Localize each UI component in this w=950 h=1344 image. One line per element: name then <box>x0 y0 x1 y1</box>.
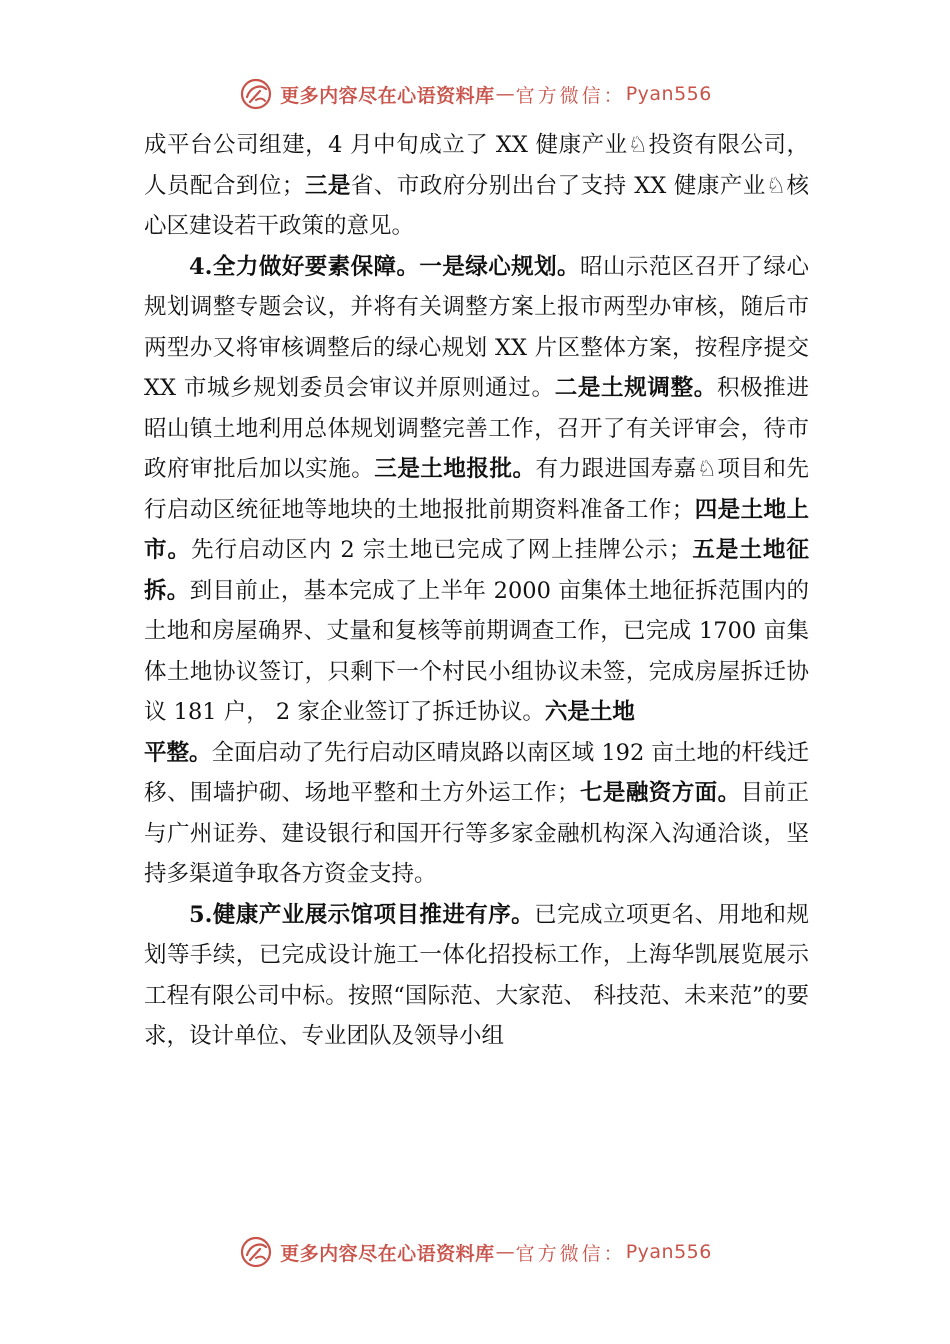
bold-run: 5.健康产业展示馆项目推进有序。 <box>189 901 535 928</box>
paragraph <box>144 125 809 247</box>
text-run: 到目前止，基本完成了上半年 2000 亩集体土地征拆范围内的土地和房屋确界、丈量和复核等前期调查工作，已完成 1700 亩集体土地协议签订，只剩下一个村民小组协议未签，完成房屋拆迁协议 181 户， 2 家企业签订了拆迁协议。 <box>144 577 809 725</box>
banner-brand: 更多内容尽在心语资料库 <box>280 1242 495 1265</box>
paragraph <box>144 895 809 1057</box>
paragraph <box>144 733 809 895</box>
banner-wechat-id: Pyan556 <box>625 83 712 105</box>
text-run: 昭山示范区召开了绿心规划调整专题会议，并将有关调整方案上报市两型办审核，随后市两型办又将审核调整后的绿心规划 XX 片区整体方案，按程序提交 XX 市城乡规划委员会审议并原则通过。 <box>144 253 809 401</box>
bold-run: 三是 <box>304 172 351 199</box>
banner-wechat-id: Pyan556 <box>625 1241 712 1263</box>
banner-separator: — <box>495 1241 515 1263</box>
header-watermark <box>0 74 950 114</box>
bold-run: 七是融资方面。 <box>579 780 741 806</box>
text-run: 全面启动了先行启动区晴岚路以南区域 192 亩土地的杆线迁移、围墙护砌、场地平整和土方外运工作； <box>144 739 809 806</box>
banner-label: 官方微信： <box>515 84 626 107</box>
bold-run: 四是土地上市。 <box>144 496 809 563</box>
text-run: 积极推进昭山镇土地利用总体规划调整完善工作，召开了有关评审会，待市政府审批后加以实施。 <box>144 375 809 482</box>
bold-run: 4.全力做好要素保障。一是绿心规划。 <box>189 253 580 280</box>
logo-icon <box>238 1234 274 1270</box>
bold-run: 平整。 <box>144 739 212 766</box>
banner-brand: 更多内容尽在心语资料库 <box>280 84 495 107</box>
banner-separator: — <box>495 83 515 105</box>
text-run: 有力跟进国寿嘉♘项目和先行启动区统征地等地块的土地报批前期资料准备工作； <box>144 456 809 523</box>
text-run: 目前正与广州证券、建设银行和国开行等多家金融机构深入沟通洽谈，坚持多渠道争取各方资金支持。 <box>144 780 809 887</box>
text-run: 省、市政府分别出台了支持 XX 健康产业♘核心区建设若干政策的意见。 <box>144 172 809 239</box>
logo-icon <box>238 76 274 112</box>
banner-label: 官方微信： <box>515 1242 626 1265</box>
text-run: 先行启动区内 2 宗土地已完成了网上挂牌公示； <box>191 537 692 563</box>
bold-run: 六是土地 <box>544 699 635 725</box>
text-run: 成平台公司组建，4 月中旬成立了 XX 健康产业♘投资有限公司，人员配合到位； <box>144 132 809 199</box>
bold-run: 二是土规调整。 <box>554 375 717 401</box>
text-run: 已完成立项更名、用地和规划等手续，已完成设计施工一体化招投标工作，上海华凯展览展示工程有限公司中标。按照“国际范、大家范、 科技范、未来范”的要求，设计单位、专业团队及领导小组 <box>144 901 809 1049</box>
bold-run: 三是土地报批。 <box>374 456 536 482</box>
footer-watermark <box>0 1232 950 1272</box>
bold-run: 五是土地征拆。 <box>144 537 809 604</box>
paragraph <box>144 247 809 733</box>
document-body <box>144 125 809 1057</box>
